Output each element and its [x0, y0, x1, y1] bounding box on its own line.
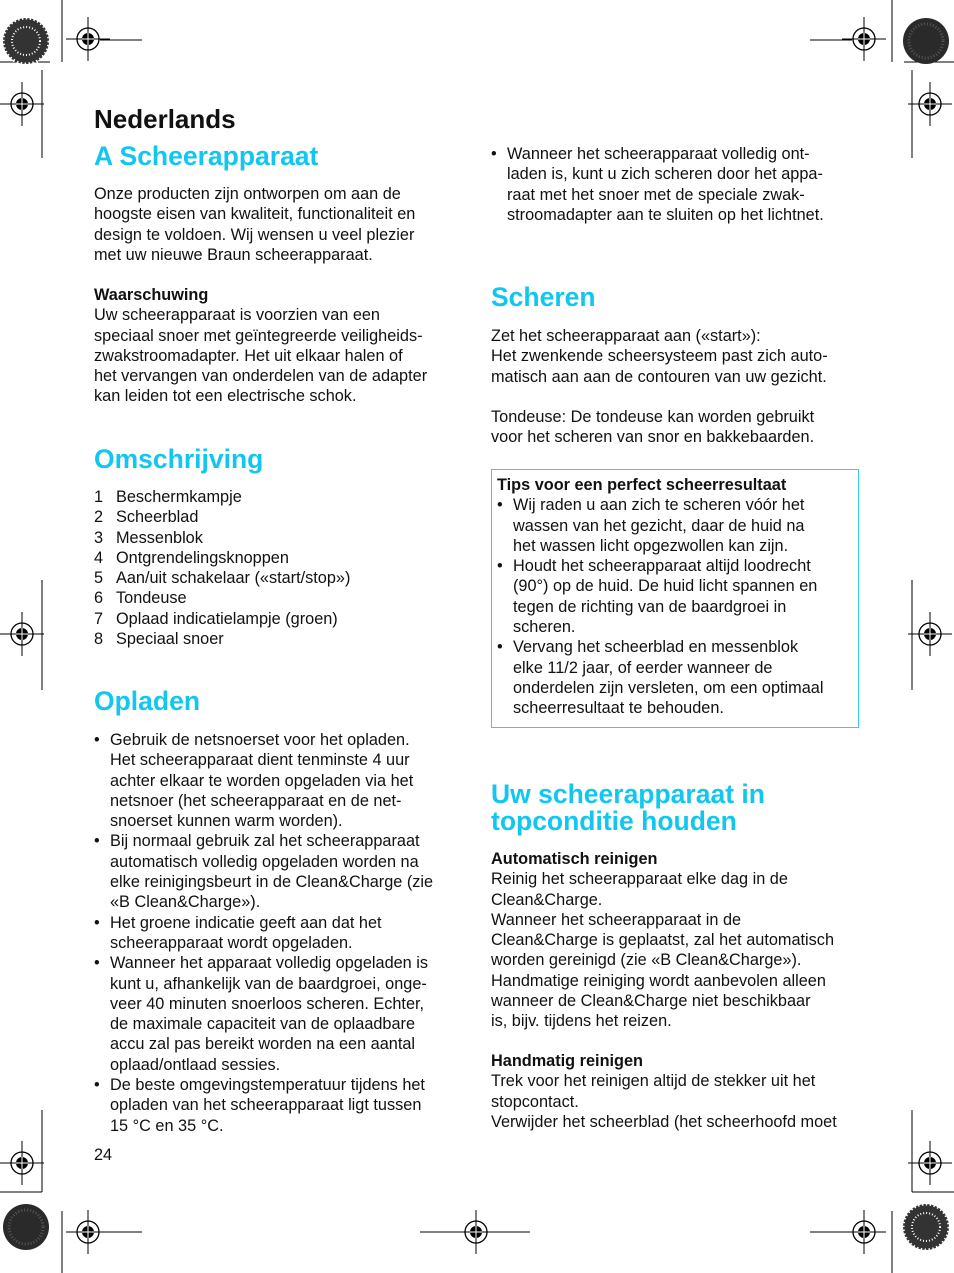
language-heading: Nederlands [94, 104, 236, 134]
warning-title: Waarschuwing [94, 286, 209, 304]
onderhoud-heading: Uw scheerapparaat in topconditie houden [491, 779, 765, 836]
list-item: • Houdt het scheerapparaat altijd loodrecht (90°) op de huid. De huid licht spannen en tegen de richting van de baardgroei in scheren. [497, 557, 818, 637]
opladen-heading: Opladen [94, 686, 201, 716]
opladen-bullets [94, 730, 464, 1136]
manual-clean-block: Handmatig reinigen Trek voor het reinigen altijd de stekker uit het stopcontact. Verwijder het scheerblad (het scheerhoofd moet [491, 1051, 863, 1132]
list-item: 8 Speciaal snoer [94, 630, 224, 649]
list-item: 6 Tondeuse [94, 589, 187, 608]
list-item: • Vervang het scheerblad en messenblok elke 11/2 jaar, of eerder wanneer de onderdelen zijn versleten, om een optimaal scheerresultaat te behouden. [497, 638, 824, 718]
list-item: • Bij normaal gebruik zal het scheerapparaat automatisch volledig opgeladen worden na elke reinigingsbeurt in de Clean&Charge (zie «B Clean&Charge»). [94, 832, 434, 912]
parts-list [94, 487, 464, 649]
section-a-heading: A Scheerapparaat [94, 141, 319, 171]
warning-line: het vervangen van onderdelen van de adapter [94, 367, 428, 386]
scheren-paragraph-2: Tondeuse: De tondeuse kan worden gebruikt voor het scheren van snor en bakkebaarden. [491, 408, 815, 447]
manual-clean-title: Handmatig reinigen [491, 1052, 643, 1070]
list-item: 4 Ontgrendelingsknoppen [94, 548, 289, 567]
opladen-cont-bullet [491, 144, 863, 225]
list-item: 7 Oplaad indicatielampje (groen) [94, 609, 338, 628]
tips-box [491, 469, 859, 728]
intro-line: Onze producten zijn ontworpen om aan de [94, 185, 401, 203]
tips-title: Tips voor een perfect scheerresultaat [497, 476, 787, 494]
scheren-heading: Scheren [491, 282, 596, 312]
list-item: • Gebruik de netsnoerset voor het opladen. Het scheerapparaat dient tenminste 4 uur achter elkaar te worden opgeladen via het netsnoer (het scheerapparaat en de net- snoerset kunnen warm worden). [94, 731, 414, 831]
omschrijving-heading: Omschrijving [94, 444, 264, 474]
warning-line: kan leiden tot een electrische schok. [94, 387, 357, 406]
page-number: 24 [94, 1146, 113, 1164]
list-item: • Wij raden u aan zich te scheren vóór het wassen van het gezicht, daar de huid na het wassen licht opgezwollen kan zijn. [497, 496, 805, 555]
intro-line: hoogste eisen van kwaliteit, functionaliteit en [94, 205, 416, 224]
list-item: 5 Aan/uit schakelaar («start/stop») [94, 569, 351, 588]
auto-clean-block: Automatisch reinigen Reinig het scheerapparaat elke dag in de Clean&Charge. Wanneer het scheerapparaat in de Clean&Charge is geplaatst, zal het automatisch worden gereinigd (zie «B Clean&Charge»). Handmatige reiniging wordt aanbevolen alleen wanneer de Clean&Charge niet beschikbaar is, bijv. tijdens het reizen. [491, 849, 863, 1032]
intro-paragraph [94, 184, 464, 265]
warning-line: Uw scheerapparaat is voorzien van een [94, 306, 380, 325]
scheren-paragraph-1: Zet het scheerapparaat aan («start»): Het zwenkende scheersysteem past zich auto- matisch aan aan de contouren van uw gezicht. [491, 327, 828, 386]
warning-line: speciaal snoer met geïntegreerde veiligheids- [94, 326, 423, 345]
intro-line: met uw nieuwe Braun scheerapparaat. [94, 245, 373, 264]
list-item: • De beste omgevingstemperatuur tijdens het opladen van het scheerapparaat ligt tussen 15 °C en 35 °C. [94, 1076, 425, 1135]
warning-block [94, 285, 464, 407]
list-item: • Wanneer het apparaat volledig opgeladen is kunt u, afhankelijk van de baardgroei, onge- veer 40 minuten snoerloos scheren. Echter, de maximale capaciteit van de oplaadbare accu zal pas bereikt worden na een aantal oplaad/ontlaad sessies. [94, 954, 429, 1074]
auto-clean-title: Automatisch reinigen [491, 850, 658, 868]
intro-line: design te voldoen. Wij wensen u veel plezier [94, 225, 415, 244]
list-item: 2 Scheerblad [94, 508, 199, 527]
list-item: 1 Beschermkampje [94, 488, 242, 506]
warning-line: zwakstroomadapter. Het uit elkaar halen of [94, 346, 403, 365]
list-item: • Het groene indicatie geeft aan dat het scheerapparaat wordt opgeladen. [94, 913, 382, 952]
list-item: 3 Messenblok [94, 528, 203, 547]
list-item: • Wanneer het scheerapparaat volledig ont- laden is, kunt u zich scheren door het appa- raat met het snoer met de speciale zwak- stroomadapter aan te sluiten op het lichtnet. [491, 145, 824, 224]
